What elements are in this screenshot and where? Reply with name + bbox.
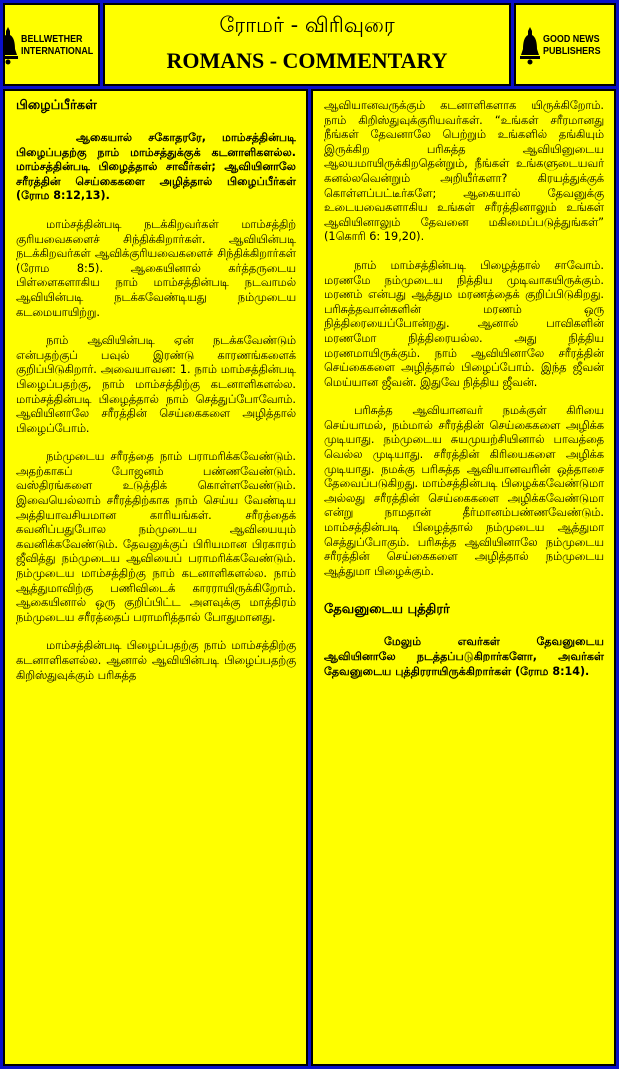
bell-icon bbox=[519, 25, 541, 65]
paragraph: மாம்சத்தின்படி நடக்கிறவர்கள் மாம்சத்திற் குரியவைகளைச் சிந்திக்கிறார்கள். ஆவியின்படி நடக்கிறவர்கள் ஆவிக்குரியவைகளைச் சிந்திக்கிறார்கள் (ரோம 8:5). ஆகையினால் கர்த்தருடைய பிள்ளைகளாகிய நாம் மாம்சத்தின்படி நடவாமல் ஆவியின்படி நடக்கவேண்டியது நம்முடைய கடமையாயிற்று. bbox=[16, 217, 296, 319]
title-tamil: ரோமர் - விரிவுரை bbox=[219, 13, 395, 37]
paragraph: பரிசுத்த ஆவியானவர் நமக்குள் கிரியை செய்யாமல், நம்மால் சரீரத்தின் செய்கைகளை அழிக்க முடியாது. நம்முடைய சுயமுயற்சியினால் பாவத்தை வெல்ல முடியாது. சரீரத்தின் கிரியைகளை அழிக்க முடியாது. நமக்கு பரிசுத்த ஆவியானவரின் ஒத்தாசை தேவைப்படுகிறது. மாம்சத்தின்படி பிழைக்கவேண்டுமா அல்லது சரீரத்தின் செய்கைகளை அழிக்கவேண்டுமா என்று நாமதான் தீர்மானம்பண்ணவேண்டும். மாம்சத்தின்படி பிழைத்தால் நம்முடைய ஆத்துமா செத்துப்போகும். பரிசுத்த ஆவியினாலே நம்முடைய சரீரத்தின் செய்கைகளை அழித்தால் நம்முடைய ஆத்துமா பிழைக்கும். bbox=[324, 404, 604, 578]
page-header bbox=[103, 3, 511, 86]
bell-icon bbox=[3, 25, 19, 65]
right-logo-line2: PUBLISHERS bbox=[543, 44, 601, 57]
key-verse: ஆகையால் சகோதரரே, மாம்சத்தின்படி பிழைப்பதற்கு நாம் மாம்சத்துக்குக் கடனாளிகளல்ல. மாம்சத்தின்படி பிழைத்தால் சாவீர்கள்; ஆவியினாலே சரீரத்தின் செய்கைகளை அழித்தால் பிழைப்பீர்கள் (ரோம 8:12,13). bbox=[16, 131, 296, 203]
left-logo-line2: INTERNATIONAL bbox=[21, 44, 94, 57]
title-english: ROMANS - COMMENTARY bbox=[166, 48, 448, 73]
right-column bbox=[311, 89, 616, 1066]
paragraph: நாம் மாம்சத்தின்படி பிழைத்தால் சாவோம். மரணமே நம்முடைய நித்திய முடிவாகயிருக்கும். மரணம் என்பது ஆத்தும மரணத்தைக் குறிப்பிடுகிறது. பரிசுத்தவான்களின் மரணம் ஒரு நித்திரையைப்போன்றது. ஆனால் பாவிகளின் மரணமோ நித்திரையல்ல. அது நித்திய மரணமாயிருக்கும். நாம் ஆவியினாலே சரீரத்தின் செய்கைகளை அழித்தால் பிழைப்போம். இந்த ஜீவன் மெய்யான ஜீவன். இதுவே நித்திய ஜீவன். bbox=[324, 258, 604, 389]
section-heading: தேவனுடைய புத்திரர் bbox=[324, 602, 450, 618]
left-logo-line1: BELLWETHER bbox=[21, 32, 83, 45]
paragraph: நாம் ஆவியின்படி ஏன் நடக்கவேண்டும் என்பதற்குப் பவுல் இரண்டு காரணங்களைக் குறிப்பிடுகிறார். அவையாவன: 1. நாம் மாம்சத்தின்படி பிழைப்பதற்கு, நாம் மாம்சத்திற்கு கடனாளிகளல்ல. மாம்சத்தின்படி பிழைத்தால் நாம் செத்துப்போவோம். ஆவியினாலே சரீரத்தின் செய்கைகளை அழித்தால் பிழைப்போம். bbox=[16, 334, 296, 435]
paragraph: நம்முடைய சரீரத்தை நாம் பராமரிக்கவேண்டும். அதற்காகப் போஜனம் பண்ணவேண்டும். வஸ்திரங்களை உடுத்திக் கொள்ளவேண்டும். இவையெல்லாம் சரீரத்திற்காக நாம் செய்ய வேண்டிய அத்தியாவசியமான காரியங்கள். சரீரத்தைக் கவனிப்பதுபோல நம்முடைய ஆவியையும் கவனிக்கவேண்டும். தேவனுக்குப் பிரியமான பிரகாரம் ஜீவித்து நம்முடைய ஆவியைப் பராமரிக்கவேண்டும். நம்முடைய மாம்சத்திற்கு நாம் கடனாளிகளல்ல. நாம் ஆத்துமாவிற்கு பணிவிடைக் காரராயிருக்கிறோம். ஆகையினால் ஒரு குறிப்பிட்ட அளவுக்கு மாத்திரம் நம்முடைய சரீரத்தைப் பராமரித்தால் போதுமானது. bbox=[16, 450, 296, 624]
paragraph: மாம்சத்தின்படி பிழைப்பதற்கு நாம் மாம்சத்திற்கு கடனாளிகளல்ல. ஆனால் ஆவியின்படி பிழைப்பதற்கு கிறிஸ்துவுக்கும் பரிசுத்த bbox=[16, 639, 296, 682]
left-column bbox=[3, 89, 308, 1066]
paragraph-continued: ஆவியானவருக்கும் கடனாளிகளாக யிருக்கிறோம். நாம் கிறிஸ்துவுக்குரியவர்கள். “உங்கள் சரீரமானது நீங்கள் தேவனாலே பெற்றும் உங்களில் தங்கியும் இருக்கிற பரிசுத்த ஆவியினுடைய ஆலயமாயிருக்கிறதென்றும், நீங்கள் உங்களுடையவர் கனல்லவென்றும் அறியீர்களா? கிரயத்துக்குக் கொள்ளப்பட்டீர்களே; ஆகையால் தேவனுக்கு உடையவைகளாகிய உங்கள் சரீரத்தினாலும் உங்கள் ஆவியினாலும் தேவனை மகிமைப்படுத்துங்கள்” (1கொரி 6: 19,20). bbox=[324, 99, 604, 244]
bellwether-logo bbox=[3, 3, 100, 86]
key-verse: மேலும் எவர்கள் தேவனுடைய ஆவியினாலே நடத்தப்படுகிறார்களோ, அவர்கள் தேவனுடைய புத்திரராயிருக்கிறார்கள் (ரோம 8:14). bbox=[324, 635, 604, 678]
right-logo-line1: GOOD NEWS bbox=[543, 32, 600, 45]
section-heading: பிழைப்பீர்கள் bbox=[16, 98, 97, 113]
good-news-logo bbox=[514, 3, 616, 86]
